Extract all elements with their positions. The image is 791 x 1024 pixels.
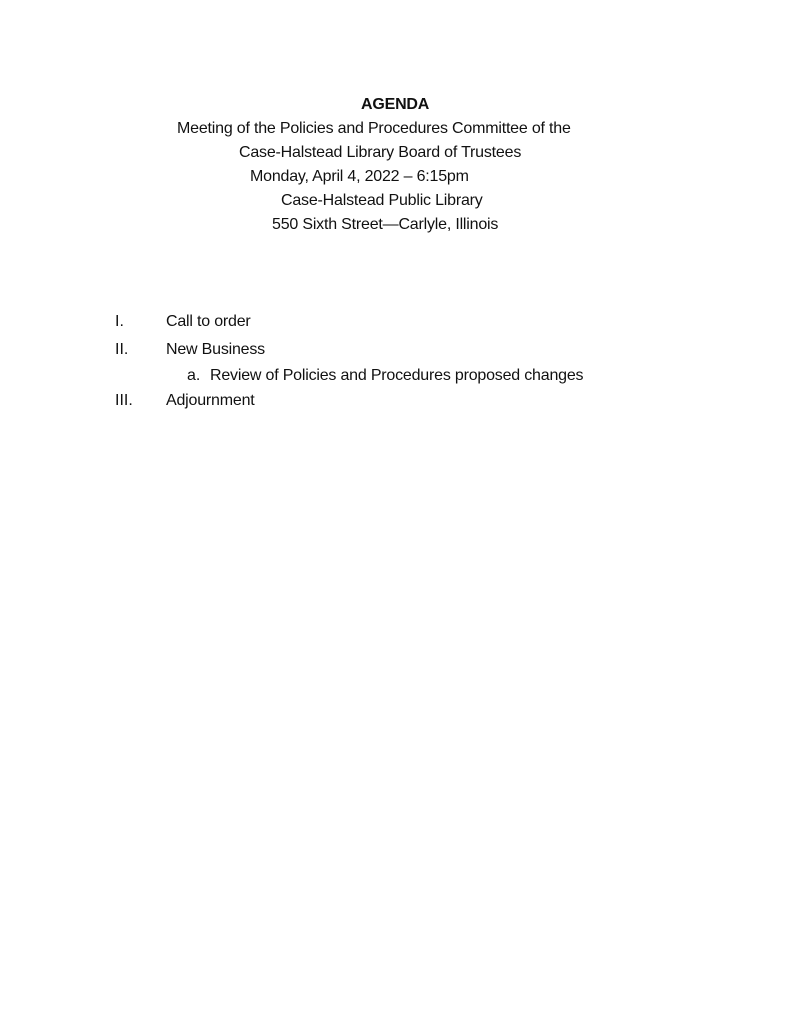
meeting-line: Meeting of the Policies and Procedures Committee of the — [177, 120, 571, 137]
board-line: Case-Halstead Library Board of Trustees — [239, 144, 522, 161]
agenda-subitem-letter: a. — [187, 367, 201, 384]
address-line: 550 Sixth Street—Carlyle, Illinois — [272, 216, 499, 233]
agenda-title: AGENDA — [361, 96, 430, 113]
location-line: Case-Halstead Public Library — [281, 192, 483, 209]
agenda-item-text: New Business — [166, 341, 265, 358]
agenda-item-number: II. — [115, 341, 129, 358]
agenda-subitem-text: Review of Policies and Procedures proposed changes — [210, 367, 584, 384]
agenda-item-text: Adjournment — [166, 392, 255, 409]
agenda-item-number: I. — [115, 313, 124, 330]
agenda-item-text: Call to order — [166, 313, 251, 330]
date-line: Monday, April 4, 2022 – 6:15pm — [250, 168, 469, 185]
agenda-item-number: III. — [115, 392, 133, 409]
